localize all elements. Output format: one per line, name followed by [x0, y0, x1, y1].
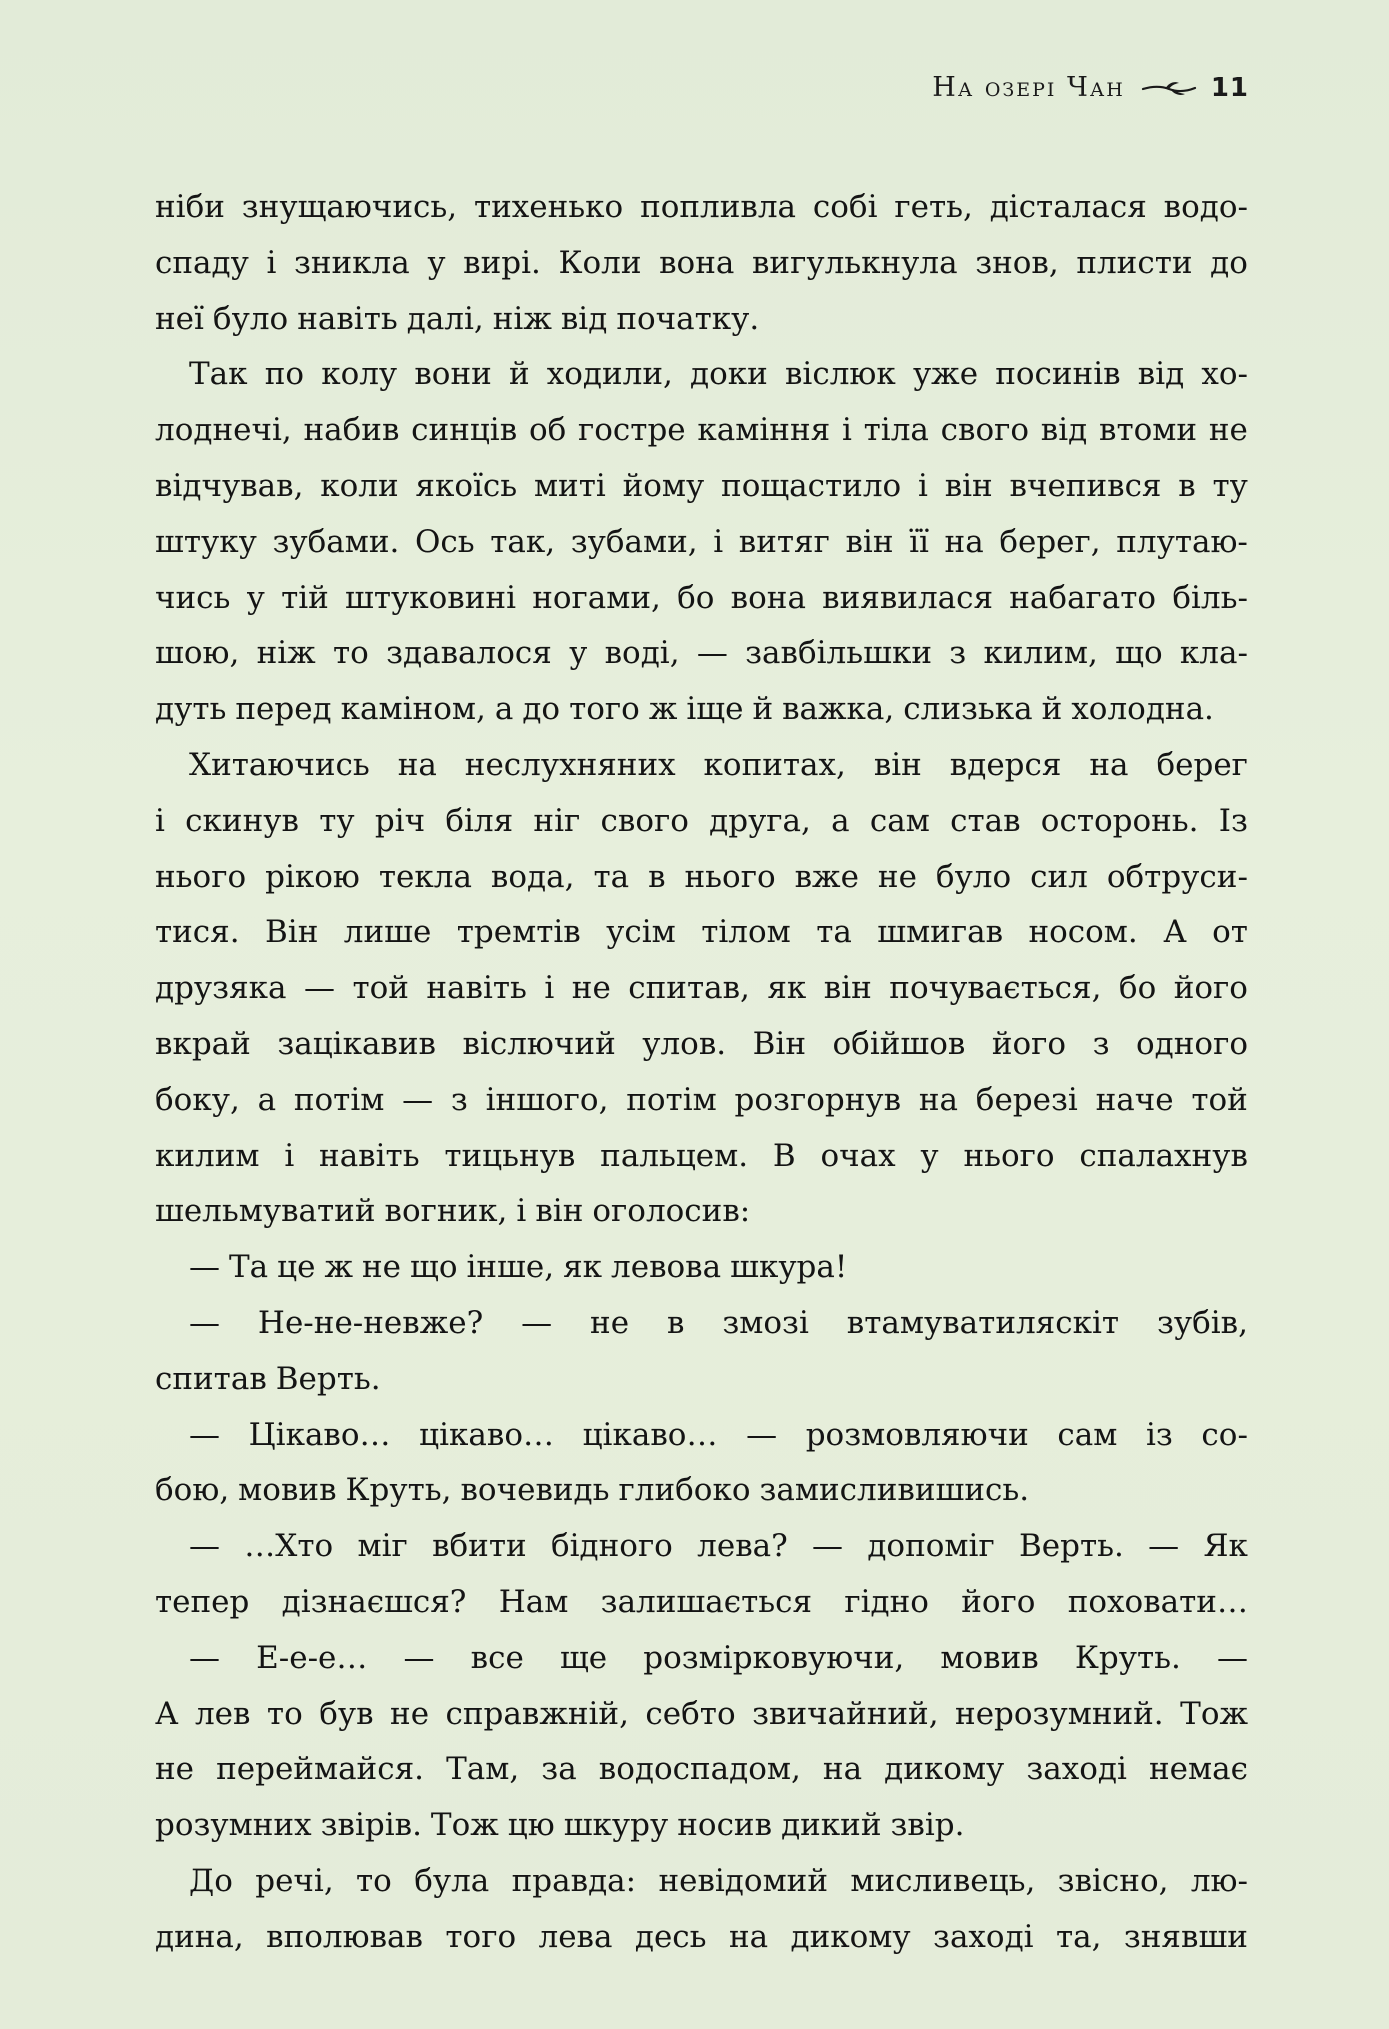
text-line: вкрай зацікавив віслючий улов. Він обійшов його з одного [155, 1025, 1248, 1062]
text-line: і скинув ту річ біля ніг свого друга, а сам став осторонь. Із [155, 802, 1248, 839]
text-line: чись у тій штуковині ногами, бо вона виявилася набагато біль- [155, 579, 1248, 616]
text-line: друзяка — той навіть і не спитав, як він почувається, бо його [155, 970, 1248, 1007]
text-line: спитав Верть. [155, 1360, 381, 1397]
text-line: ніби знущаючись, тихенько попливла собі геть, дісталася водо- [155, 189, 1248, 225]
text-line: відчував, коли якоїсь миті йому пощастило і він вчепився в ту [155, 467, 1248, 504]
text-line: тися. Він лише тремтів усім тілом та шмигав носом. А от [155, 914, 1248, 951]
text-line: А лев то був не справжній, себто звичайний, нерозумний. Тож [155, 1695, 1248, 1732]
text-line: — Та це ж не що інше, як левова шкура! [189, 1249, 848, 1286]
text-line: Хитаючись на неслухняних копитах, він вдерся на берег [189, 746, 1248, 783]
text-line: боку, а потім — з іншого, потім розгорнув на березі наче той [155, 1081, 1248, 1118]
running-head [932, 72, 1249, 103]
text-line: — Цікаво… цікаво… цікаво… — розмовляючи сам із со- [189, 1416, 1248, 1453]
text-line: — …Хто міг вбити бідного лева? — допоміг Верть. — Як [189, 1528, 1248, 1565]
text-line: дуть перед каміном, а до того ж іще й важка, слизька й холодна. [155, 691, 1214, 728]
body-text [155, 180, 1248, 1966]
text-line: розумних звірів. Тож цю шкуру носив дикий звір. [155, 1807, 965, 1844]
text-line: лоднечі, набив синців об гостре каміння і тіла свого від втоми не [155, 412, 1248, 449]
text-line: тепер дізнаєшся? Нам залишається гідно його поховати… [155, 1583, 1248, 1620]
text-line: дина, вполював того лева десь на дикому заході та, знявши [155, 1918, 1248, 1955]
fleuron-ornament-icon [1141, 78, 1197, 98]
text-line: не переймайся. Там, за водоспадом, на дикому заході немає [155, 1751, 1248, 1788]
page-number: 11 [1210, 72, 1249, 103]
text-line: штуку зубами. Ось так, зубами, і витяг він її на берег, плутаю- [155, 523, 1248, 560]
text-line: До речі, то була правда: невідомий мисливець, звісно, лю- [189, 1862, 1248, 1899]
running-head-title: На озері Чан [932, 72, 1125, 103]
text-line: Так по колу вони й ходили, доки віслюк уже посинів від хо- [189, 356, 1248, 393]
text-line: — Е-е-е… — все ще розмірковуючи, мовив Круть. — [189, 1639, 1248, 1676]
text-line: нього рікою текла вода, та в нього вже не було сил обтруси- [155, 858, 1248, 895]
text-line: неї було навіть далі, ніж від початку. [155, 300, 760, 337]
text-line: килим і навіть тицьнув пальцем. В очах у нього спалахнув [155, 1137, 1248, 1174]
text-line: шою, ніж то здавалося у воді, — завбільшки з килим, що кла- [155, 635, 1248, 672]
text-line: спаду і зникла у вирі. Коли вона вигулькнула знов, плисти до [155, 244, 1248, 281]
text-line: шельмуватий вогник, і він оголосив: [155, 1193, 751, 1230]
text-line: — Не-не-невже? — не в змозі втамуватиляскіт зубів, [189, 1304, 1248, 1341]
text-line: бою, мовив Круть, вочевидь глибоко замисливишись. [155, 1472, 1030, 1509]
